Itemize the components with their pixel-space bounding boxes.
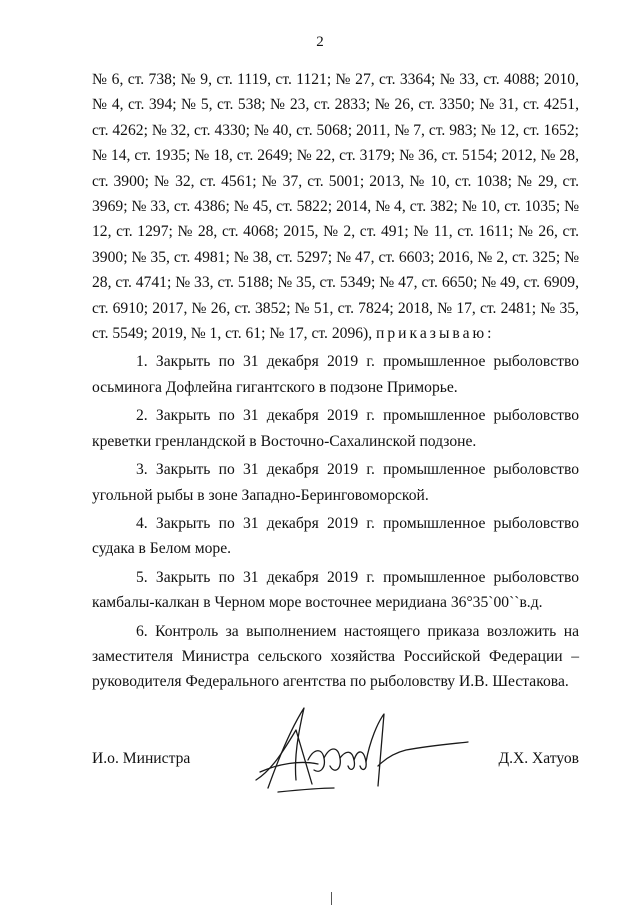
signatory-name: Д.Х. Хатуов <box>498 750 579 767</box>
order-item-3: 3. Закрыть по 31 декабря 2019 г. промышленное рыболовство угольной рыбы в зоне Западно-Беринговоморской. <box>92 461 579 504</box>
order-item-4: 4. Закрыть по 31 декабря 2019 г. промышленное рыболовство судака в Белом море. <box>92 514 579 558</box>
order-item-2: 2. Закрыть по 31 декабря 2019 г. промышленное рыболовство креветки гренландской в Восточно-Сахалинской подзоне. <box>92 407 579 450</box>
intro-paragraph <box>92 67 579 346</box>
document-body <box>92 67 579 695</box>
signatory-title: И.о. Министра <box>92 750 191 767</box>
legal-citations: № 6, ст. 738; № 9, ст. 1119, ст. 1121; № 27, ст. 3364; № 33, ст. 4088; 2010, № 4, ст. 394; № 5, ст. 538; № 23, ст. 2833; № 26, ст. 3350; № 31, ст. 4251, ст. 4262; № 32, ст. 4330; № 40, ст. 5068; 2011, № 7, ст. 983; № 12, ст. 1652; № 14, ст. 1935; № 18, ст. 2649; № 22, ст. 3179; № 36, ст. 5154; 2012, № 28, ст. 3900; № 32, ст. 4561; № 37, ст. 5001; 2013, № 10, ст. 1038; № 29, ст. 3969; № 33, ст. 4386; № 45, ст. 5822; 2014, № 4, ст. 382; № 10, ст. 1035; № 12, ст. 1297; № 28, ст. 4068; 2015, № 2, ст. 491; № 11, ст. 1611; № 26, ст. 3900; № 35, ст. 4981; № 38, ст. 5297; № 47, ст. 6603; 2016, № 2, ст. 325; № 28, ст. 4741; № 33, ст. 5188; № 35, ст. 5349; № 47, ст. 6650; № 49, ст. 6909, ст. 6910; 2017, № 26, ст. 3852; № 51, ст. 7824; 2018, № 17, ст. 2481; № 35, ст. 5549; 2019, № 1, ст. 61; № 17, ст. 2096), <box>92 71 579 343</box>
order-item-6: 6. Контроль за выполнением настоящего приказа возложить на заместителя Министра сельского хозяйства Российской Федерации – руководителя Федерального агентства по рыболовству И.В. Шестакова. <box>92 622 579 691</box>
order-item-5: 5. Закрыть по 31 декабря 2019 г. промышленное рыболовство камбалы-калкан в Черном море восточнее меридиана 36°35`00``в.д. <box>92 568 579 612</box>
order-colon: : <box>487 325 492 343</box>
order-word: приказываю <box>376 325 488 343</box>
scan-mark <box>331 892 332 905</box>
page-number: 2 <box>316 34 324 50</box>
handwritten-signature <box>238 700 473 800</box>
order-item-1: 1. Закрыть по 31 декабря 2019 г. промышленное рыболовство осьминога Дофлейна гигантского в подзоне Приморье. <box>92 353 579 396</box>
